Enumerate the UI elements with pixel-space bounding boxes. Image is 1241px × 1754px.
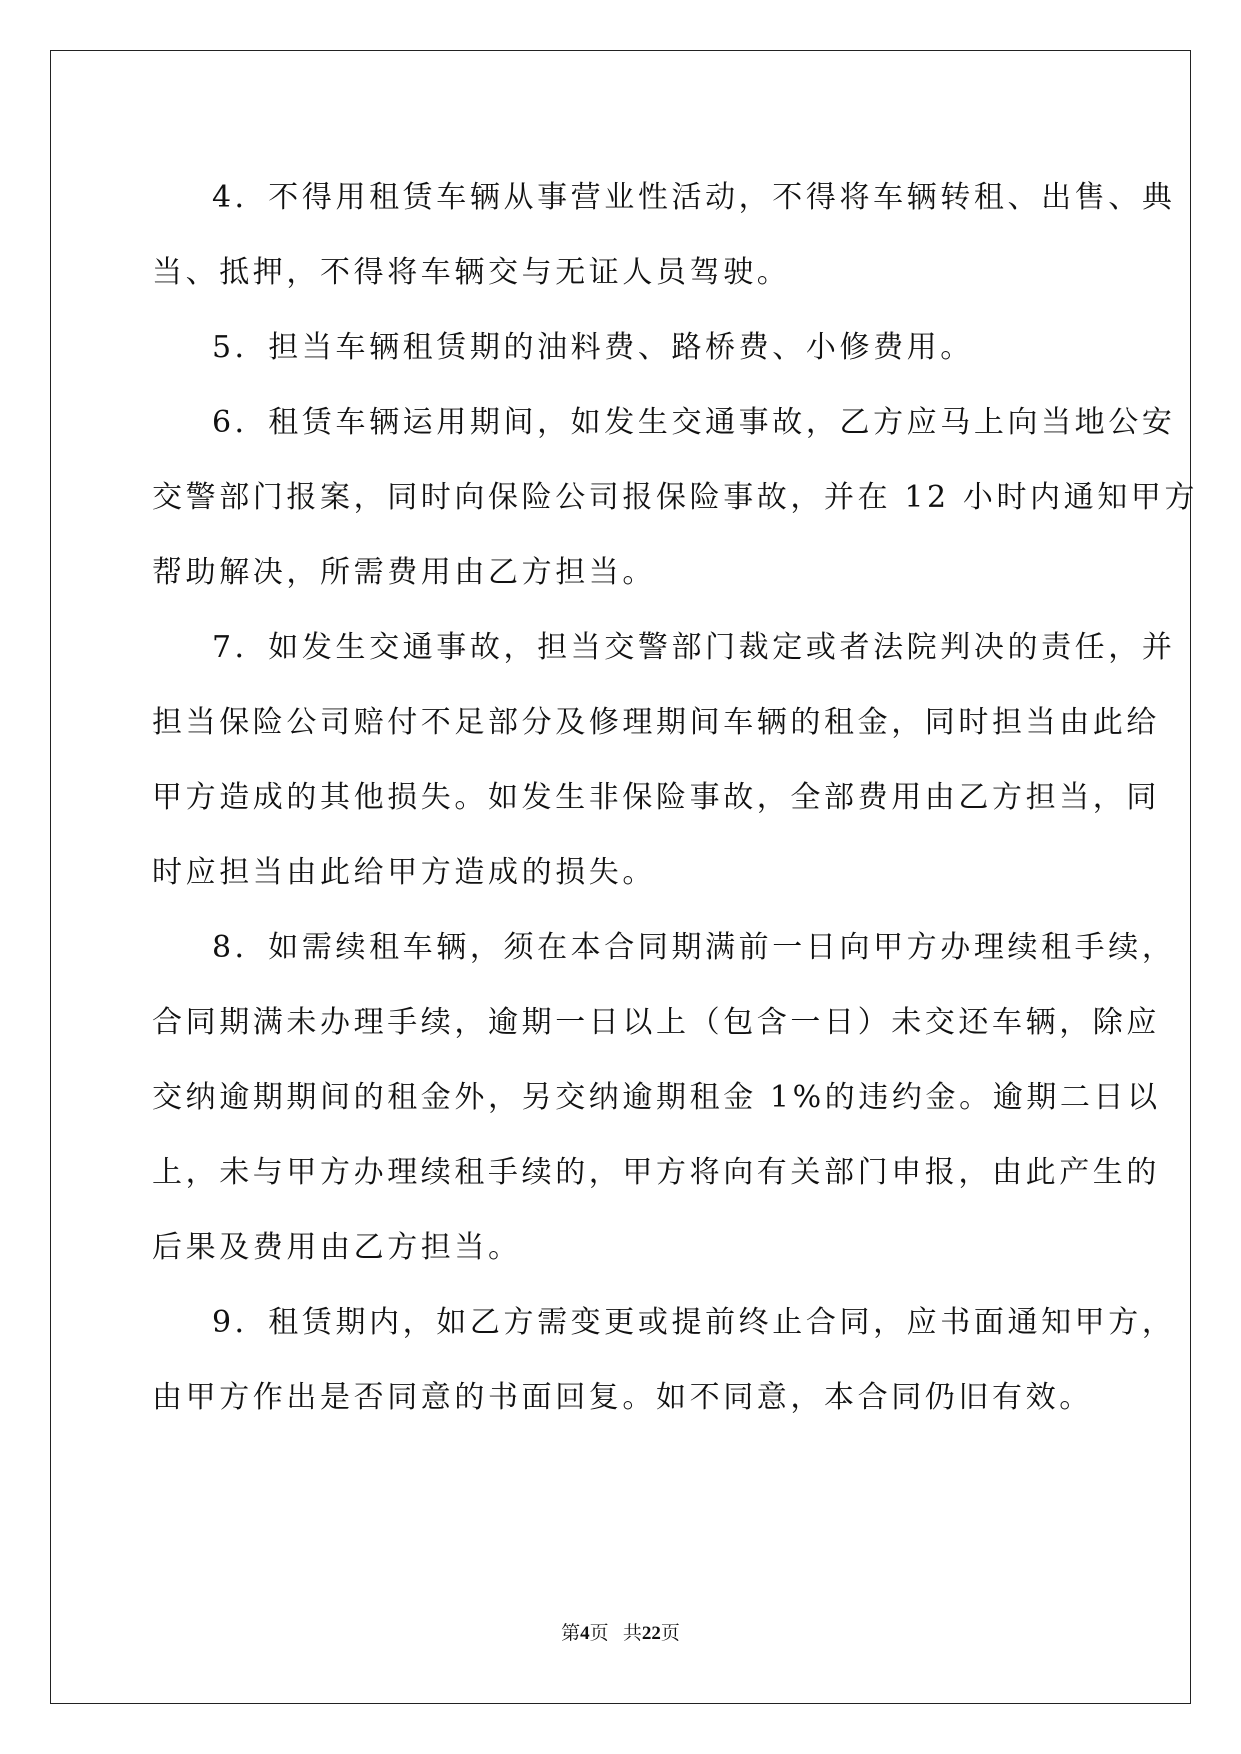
page-prefix: 第 [561,1623,581,1644]
paragraph-6-line-3: 帮助解决，所需费用由乙方担当。 [152,555,656,590]
paragraph-7-line-2: 担当保险公司赔付不足部分及修理期间车辆的租金，同时担当由此给 [152,705,1160,740]
total-pages: 22 [641,1623,661,1644]
total-prefix: 共 [622,1623,642,1644]
document-body [152,160,1199,1435]
total-suffix: 页 [660,1623,680,1644]
paragraph-8-line-5: 后果及费用由乙方担当。 [152,1230,522,1265]
paragraph-5-line-1: 5．担当车辆租赁期的油料费、路桥费、小修费用。 [212,330,974,365]
paragraph-8-line-1: 8．如需续租车辆，须在本合同期满前一日向甲方办理续租手续， [212,930,1176,965]
paragraph-8-line-2: 合同期满未办理手续，逾期一日以上（包含一日）未交还车辆，除应 [152,1005,1160,1040]
paragraph-7-line-1: 7．如发生交通事故，担当交警部门裁定或者法院判决的责任，并 [212,630,1176,665]
page-number: 4 [580,1623,590,1644]
paragraph-6-line-1: 6．租赁车辆运用期间，如发生交通事故，乙方应马上向当地公安 [212,405,1176,440]
paragraph-8-line-4: 上，未与甲方办理续租手续的，甲方将向有关部门申报，由此产生的 [152,1155,1160,1190]
paragraph-4-line-2: 当、抵押，不得将车辆交与无证人员驾驶。 [152,255,791,290]
page-suffix: 页 [589,1623,609,1644]
page-footer [0,1618,1241,1645]
paragraph-9-line-1: 9．租赁期内，如乙方需变更或提前终止合同，应书面通知甲方， [212,1305,1176,1340]
paragraph-8-line-3: 交纳逾期期间的租金外，另交纳逾期租金 1%的违约金。逾期二日以 [152,1080,1161,1115]
paragraph-7-line-3: 甲方造成的其他损失。如发生非保险事故，全部费用由乙方担当，同 [152,780,1160,815]
paragraph-7-line-4: 时应担当由此给甲方造成的损失。 [152,855,656,890]
paragraph-9-line-2: 由甲方作出是否同意的书面回复。如不同意，本合同仍旧有效。 [152,1380,1093,1415]
paragraph-4-line-1: 4．不得用租赁车辆从事营业性活动，不得将车辆转租、出售、典 [212,180,1176,215]
paragraph-6-line-2: 交警部门报案，同时向保险公司报保险事故，并在 12 小时内通知甲方 [152,480,1199,515]
